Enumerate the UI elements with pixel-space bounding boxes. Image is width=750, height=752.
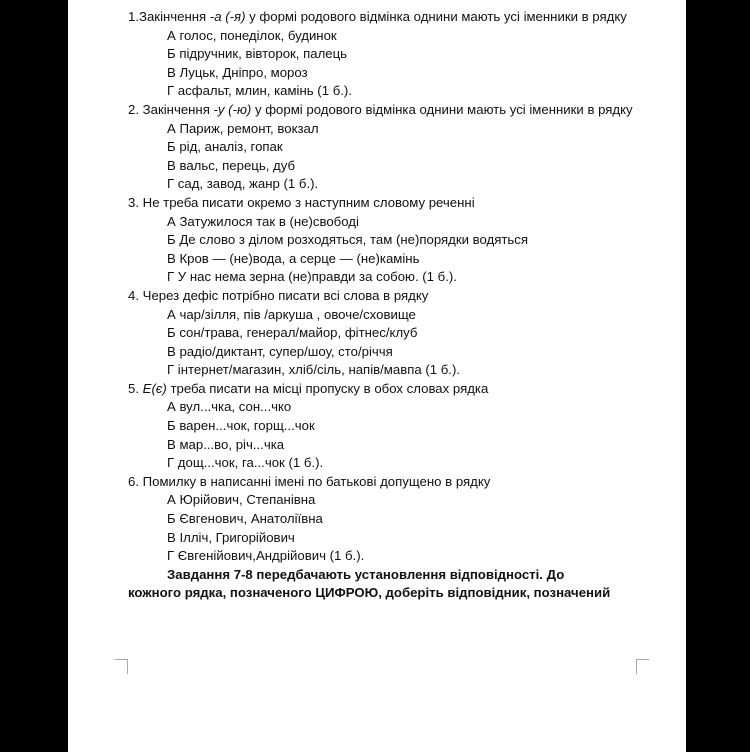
question-title bbox=[128, 380, 668, 399]
option-d: Г інтернет/магазин, хліб/сіль, напів/мавпа (1 б.). bbox=[167, 362, 461, 378]
question-text-pre: Закінчення bbox=[139, 9, 210, 24]
question-number: 3. bbox=[128, 194, 139, 210]
options-list bbox=[167, 27, 668, 101]
question-title bbox=[128, 287, 668, 306]
option-a: А голос, понеділок, будинок bbox=[167, 27, 337, 43]
question-title bbox=[128, 8, 668, 27]
document-page bbox=[68, 0, 686, 752]
question-number: 1. bbox=[128, 9, 139, 24]
question-5 bbox=[128, 380, 668, 473]
option-b: Б сон/трава, генерал/майор, фітнес/клуб bbox=[167, 325, 418, 341]
question-1 bbox=[128, 8, 668, 101]
question-number: 5. bbox=[128, 380, 139, 396]
question-3 bbox=[128, 194, 668, 287]
question-4 bbox=[128, 287, 668, 380]
option-d: Г сад, завод, жанр (1 б.). bbox=[167, 176, 319, 192]
option-a: А Париж, ремонт, вокзал bbox=[167, 120, 319, 136]
option-c: В Ілліч, Григорійович bbox=[167, 529, 295, 545]
option-a: А чар/зілля, пів /аркуша , овоче/сховище bbox=[167, 306, 416, 322]
option-c: В мар...во, річ...чка bbox=[167, 436, 285, 452]
option-b: Б Євгенович, Анатоліївна bbox=[167, 511, 323, 527]
question-title bbox=[128, 194, 668, 213]
document-content bbox=[128, 8, 668, 603]
options-list bbox=[167, 120, 668, 194]
option-c: В вальс, перець, дуб bbox=[167, 157, 296, 173]
question-number: 4. bbox=[128, 287, 139, 303]
question-text-emphasis: Е(є) bbox=[142, 380, 167, 396]
options-list bbox=[167, 491, 668, 565]
question-number: 2. bbox=[128, 101, 139, 117]
option-c: В Кров — (не)вода, а серце — (не)камінь bbox=[167, 250, 420, 266]
task-instructions-line-1: Завдання 7-8 передбачають установлення відповідності. До bbox=[167, 566, 565, 582]
question-text-post: у формі родового відмінка однини мають усі іменники в рядку bbox=[245, 9, 627, 24]
question-text-emphasis: -у (-ю) bbox=[213, 101, 252, 117]
option-c: В радіо/диктант, супер/шоу, сто/річчя bbox=[167, 343, 393, 359]
option-b: Б Де слово з ділом розходяться, там (не)порядки водяться bbox=[167, 232, 529, 248]
question-text-pre: Через дефіс потрібно писати всі слова в рядку bbox=[139, 287, 429, 303]
option-d: Г Євгенійович,Андрійович (1 б.). bbox=[167, 548, 365, 564]
option-b: Б варен...чок, горщ...чок bbox=[167, 418, 315, 434]
question-title bbox=[128, 473, 668, 492]
question-2 bbox=[128, 101, 668, 194]
page-margin-mark-right bbox=[636, 659, 649, 674]
question-number: 6. bbox=[128, 473, 139, 489]
page-margin-mark-left bbox=[115, 659, 128, 674]
options-list bbox=[167, 213, 668, 287]
question-text-emphasis: -а (-я) bbox=[209, 9, 246, 24]
option-a: А вул...чка, сон...чко bbox=[167, 399, 292, 415]
task-instructions-line-2: кожного рядка, позначеного ЦИФРОЮ, доберіть відповідник, позначений bbox=[128, 585, 611, 601]
option-d: Г У нас нема зерна (не)правди за собою. (1 б.). bbox=[167, 269, 457, 285]
option-c: В Луцьк, Дніпро, мороз bbox=[167, 64, 308, 80]
question-text-post: у формі родового відмінка однини мають усі іменники в рядку bbox=[251, 101, 633, 117]
option-d: Г асфальт, млин, камінь (1 б.). bbox=[167, 83, 352, 99]
option-a: А Юрійович, Степанівна bbox=[167, 492, 316, 508]
question-text-pre: Помилку в написанні імені по батькові допущено в рядку bbox=[139, 473, 491, 489]
options-list bbox=[167, 306, 668, 380]
question-title bbox=[128, 101, 668, 120]
option-b: Б рід, аналіз, гопак bbox=[167, 139, 283, 155]
question-text-pre: Закінчення bbox=[139, 101, 214, 117]
option-b: Б підручник, вівторок, палець bbox=[167, 46, 348, 62]
question-6 bbox=[128, 473, 668, 566]
option-a: А Затужилося так в (не)свободі bbox=[167, 213, 359, 229]
option-d: Г дощ...чок, га...чок (1 б.). bbox=[167, 455, 324, 471]
question-text-post: треба писати на місці пропуску в обох словах рядка bbox=[166, 380, 489, 396]
options-list bbox=[167, 398, 668, 472]
task-instructions bbox=[128, 566, 668, 603]
question-text-pre: Не треба писати окремо з наступним словому реченні bbox=[139, 194, 475, 210]
